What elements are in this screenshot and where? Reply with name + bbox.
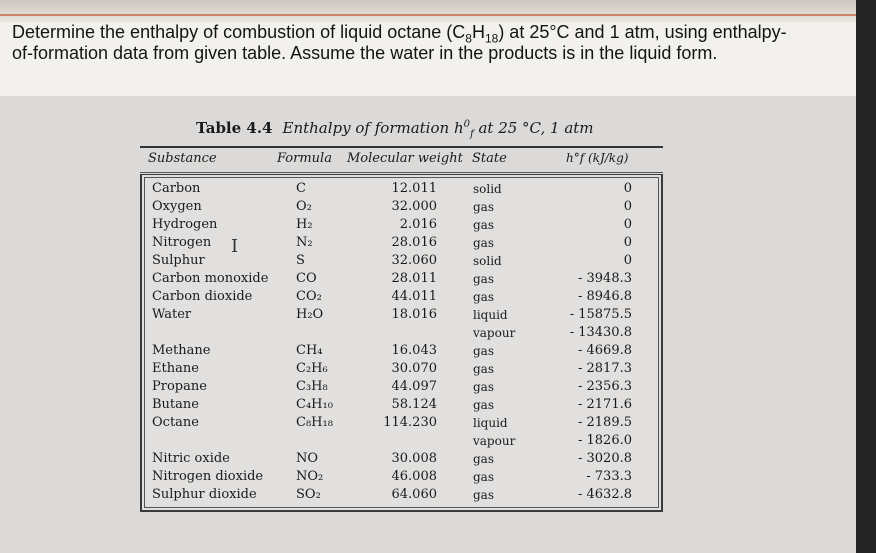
header-state: State: [472, 151, 507, 166]
table-cell-formula: H₂O: [296, 307, 324, 322]
table-cell-formula: CH₄: [296, 343, 323, 358]
header-molecular-weight: Molecular weight: [347, 151, 463, 166]
table-cell-state: gas: [473, 380, 494, 394]
top-strip: [0, 0, 856, 22]
table-cell-state: vapour: [473, 434, 516, 448]
table-cell-mw: 32.060: [391, 253, 437, 268]
table-title: [196, 119, 594, 140]
table-cell-hf: - 1826.0: [577, 433, 632, 448]
table-cell-substance: Carbon: [152, 181, 201, 196]
table-cell-formula: NO: [296, 451, 319, 466]
table-cell-formula: C₈H₁₈: [296, 415, 333, 430]
table-cell-hf: - 13430.8: [569, 325, 632, 340]
table-cell-state: gas: [473, 290, 494, 304]
table-cell-hf: 0: [623, 199, 632, 214]
table-cell-hf: 0: [623, 235, 632, 250]
table-cell-hf: 0: [623, 181, 632, 196]
table-cell-state: gas: [473, 236, 494, 250]
table-cell-formula: O₂: [296, 199, 312, 214]
table-number: Table 4.4: [196, 119, 273, 137]
table-cell-hf: - 4669.8: [577, 343, 632, 358]
table-cell-substance: Water: [152, 307, 192, 322]
table-caption: Enthalpy of formation h: [282, 119, 464, 137]
table-cell-formula: SO₂: [296, 487, 321, 502]
table-cell-state: gas: [473, 452, 494, 466]
table-cell-hf: - 8946.8: [577, 289, 632, 304]
table-cell-hf: - 2817.3: [577, 361, 632, 376]
table-cell-substance: Ethane: [152, 361, 199, 376]
table-cell-substance: Oxygen: [152, 199, 202, 214]
table-cell-state: liquid: [473, 416, 508, 430]
question-text: [12, 22, 850, 64]
question-mid: H: [471, 22, 485, 42]
subscript: 18: [484, 31, 499, 46]
table-cell-substance: Nitrogen dioxide: [152, 469, 264, 484]
table-caption-end: at 25 °C, 1 atm: [473, 119, 594, 137]
header-hf: h°f (kJ/kg): [566, 151, 629, 165]
subscript: 8: [465, 31, 472, 46]
table-cell-formula: C: [296, 181, 306, 196]
table-cell-hf: - 3948.3: [577, 271, 632, 286]
table-cell-hf: - 2189.5: [577, 415, 632, 430]
background-edge: [856, 0, 876, 553]
divider: [0, 14, 856, 16]
table-cell-mw: 64.060: [391, 487, 437, 502]
table-cell-substance: Propane: [152, 379, 207, 394]
question-line1: Determine the enthalpy of combustion of liquid octane (C: [12, 22, 466, 42]
table-cell-substance: Nitric oxide: [152, 451, 230, 466]
table-cell-state: gas: [473, 200, 494, 214]
table-cell-mw: 2.016: [399, 217, 437, 232]
table-cell-hf: - 2356.3: [577, 379, 632, 394]
table-cell-substance: Hydrogen: [152, 217, 218, 232]
table-cell-state: gas: [473, 470, 494, 484]
table-cell-state: gas: [473, 362, 494, 376]
table-cell-mw: 114.230: [383, 415, 437, 430]
table-cell-mw: 30.070: [391, 361, 437, 376]
table-cell-substance: Nitrogen: [152, 235, 212, 250]
table-cell-substance: Sulphur dioxide: [152, 487, 257, 502]
table-cell-substance: Carbon dioxide: [152, 289, 253, 304]
question-line2: of-formation data from given table. Assume the water in the products is in the liquid form.: [12, 43, 718, 63]
table-cell-state: solid: [473, 254, 502, 268]
table-cell-hf: - 15875.5: [569, 307, 632, 322]
table-cell-hf: - 733.3: [586, 469, 632, 484]
table-cell-state: vapour: [473, 326, 516, 340]
question-line1-end: ) at 25°C and 1 atm, using enthalpy-: [498, 22, 787, 42]
table-cell-formula: NO₂: [296, 469, 324, 484]
table-cell-state: liquid: [473, 308, 508, 322]
table-cell-mw: 16.043: [391, 343, 437, 358]
table-cell-mw: 44.097: [391, 379, 437, 394]
table-cell-substance: Octane: [152, 415, 199, 430]
table-cell-substance: Butane: [152, 397, 199, 412]
table-cell-mw: 28.016: [391, 235, 437, 250]
table-cell-formula: N₂: [296, 235, 313, 250]
table-cell-formula: CO₂: [296, 289, 322, 304]
header-substance: Substance: [148, 151, 217, 166]
table-cell-formula: C₄H₁₀: [296, 397, 333, 412]
table-cell-hf: - 4632.8: [577, 487, 632, 502]
table-cell-mw: 28.011: [391, 271, 437, 286]
table-cell-hf: - 3020.8: [577, 451, 632, 466]
table-cell-state: gas: [473, 488, 494, 502]
table-cell-formula: S: [296, 253, 305, 268]
table-cell-substance: Carbon monoxide: [152, 271, 269, 286]
table-cell-mw: 46.008: [391, 469, 437, 484]
table-cell-formula: C₃H₈: [296, 379, 328, 394]
table-cell-mw: 12.011: [391, 181, 437, 196]
table-cell-substance: Sulphur: [152, 253, 205, 268]
table-cell-formula: H₂: [296, 217, 313, 232]
table-cell-state: gas: [473, 218, 494, 232]
table-cell-mw: 18.016: [391, 307, 437, 322]
table-rule: [140, 172, 663, 173]
table-rule: [140, 146, 663, 148]
table-cell-mw: 32.000: [391, 199, 437, 214]
table-cell-formula: CO: [296, 271, 317, 286]
table-cell-hf: - 2171.6: [577, 397, 632, 412]
caption-subscript: f: [469, 129, 474, 140]
table-cell-substance: Methane: [152, 343, 211, 358]
text-cursor-icon: I: [231, 236, 239, 257]
caption-superscript: 0: [463, 119, 470, 130]
table-cell-mw: 30.008: [391, 451, 437, 466]
table-cell-hf: 0: [623, 217, 632, 232]
table-cell-formula: C₂H₆: [296, 361, 328, 376]
table-cell-state: gas: [473, 344, 494, 358]
table-cell-state: gas: [473, 272, 494, 286]
table-cell-mw: 58.124: [391, 397, 437, 412]
table-cell-mw: 44.011: [391, 289, 437, 304]
table-cell-state: solid: [473, 182, 502, 196]
table-cell-state: gas: [473, 398, 494, 412]
table-cell-hf: 0: [623, 253, 632, 268]
header-formula: Formula: [277, 151, 332, 166]
